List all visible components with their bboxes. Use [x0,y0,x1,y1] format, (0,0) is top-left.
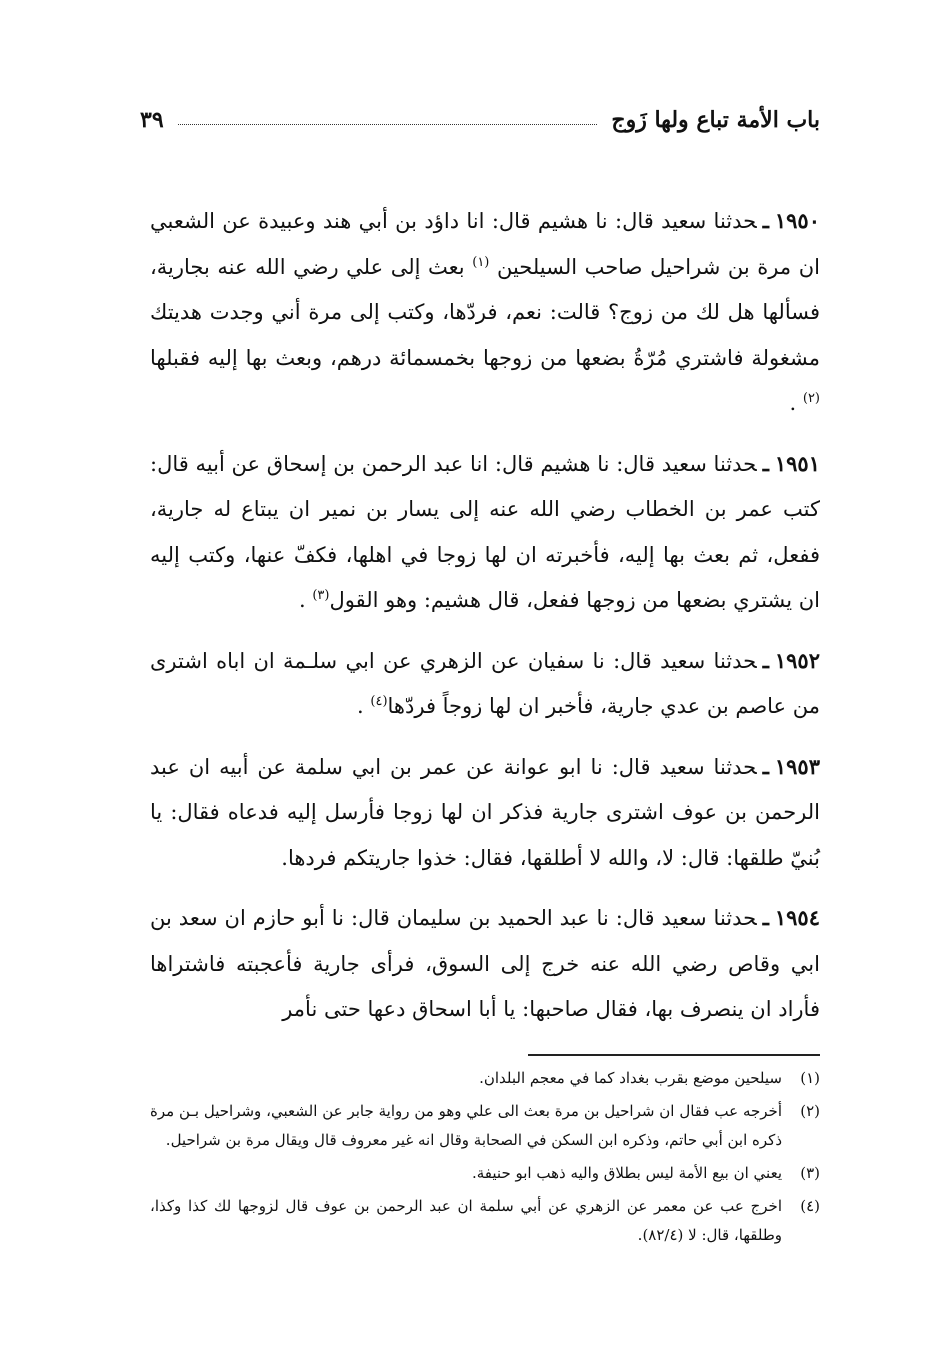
chapter-title: باب الأمة تباع ولها زَوج [611,107,820,133]
page-number: ٣٩ [140,107,164,133]
hadith-dash: ـ [762,208,769,233]
hadith-paragraph [150,198,820,427]
hadith-number: ١٩٥٣ [774,753,820,779]
footnote-text: سيلحين موضع بقرب بغداد كما في معجم البلدان. [479,1069,782,1087]
footnote [150,1064,820,1093]
hadith-number: ١٩٥٠ [774,208,820,233]
footnote-text: اخرج عب عن معمر عن الزهري عن أبي سلمة ان عبد الرحمن بن عوف قال لزوجها لك كذا وكذا، وطلقها، قال: لا (٨٢/٤). [150,1197,782,1244]
footnote [150,1192,820,1250]
header-dotted-rule [178,124,598,125]
hadith-number: ١٩٥٢ [774,647,820,673]
hadith-number: ١٩٥٤ [774,905,820,930]
footnote-ref: (١) [472,254,490,270]
footnote-text: أخرجه عب فقال ان شراحيل بن مرة بعث الى علي وهو من رواية جابر عن الشعبي، وشراحيل بـن مرة ذكره ابن أبي حاتم، وذكره ابن السكن في الصحابة وقال انه غير معروف قال ويقال مرة بن شراحيل. [150,1102,782,1149]
footnote-number: (١) [800,1069,820,1087]
hadith-text-cont: بعث إلى علي رضي الله عنه بجارية، فسألها هل لك من زوج؟ قالت: نعم، فردّها، وكتب إلى مرة أني وجدت هديتك مشغولة فاشتري مُرّةُ بضعها من زوجها بخمسمائة درهم، وبعث بها إليه فقبلها [150,254,820,370]
footnote-number: (٢) [800,1102,820,1120]
footnote-number: (٣) [800,1164,820,1182]
running-header [140,100,820,140]
footnote-ref: (٤) [370,694,388,709]
main-text [150,198,820,1047]
footnote [150,1159,820,1188]
hadith-text: حدثنا سعيد قال: نا هشيم قال: انا عبد الرحمن بن إسحاق عن أبيه قال: كتب عمر بن الخطاب رضي الله عنه إلى يسار بن نمير ان يبتاع له جارية، ففعل، ثم بعث بها إليه، فأخبرته ان لها زوجا في اهلها، فكفّ عنها، وكتب إليه ان يشتري بضعها من زوجها ففعل، قال هشيم: وهو القول [150,451,820,612]
footnote-ref: (٣) [312,588,330,603]
hadith-dash: ـ [762,905,769,930]
hadith-tail: . [298,588,306,612]
hadith-dash: ـ [762,753,769,779]
hadith-text: حدثنا سعيد قال: نا عبد الحميد بن سليمان قال: نا أبو حازم ان سعد بن ابي وقاص رضي الله عنه خرج إلى السوق، فرأى جارية فأعجبته فاشتراها فأراد ان ينصرف بها، فقال صاحبها: يا أبا اسحاق دعها حتى نأمر [150,906,820,1021]
hadith-paragraph [150,441,820,624]
footnote-text: يعني ان بيع الأمة ليس بطلاق واليه ذهب ابو حنيفة. [472,1164,782,1182]
hadith-text: حدثنا سعيد قال: نا ابو عوانة عن عمر بن ابي سلمة عن أبيه ان عبد الرحمن بن عوف اشترى جارية فذكر ان لها زوجا فأرسل إليه فدعاه فقال: يا بُنيّ طلقها: قال: لا، والله لا أطلقها، فقال: خذوا جاريتكم فردها. [150,754,820,870]
hadith-dash: ـ [762,450,769,476]
footnote-separator [528,1054,820,1056]
hadith-text: حدثنا سعيد قال: نا سفيان عن الزهري عن ابي سلـمة ان اباه اشترى من عاصم بن عدي جارية، فأخبر ان لها زوجاً فردّها [150,648,820,718]
hadith-paragraph [150,895,820,1033]
hadith-paragraph [150,638,820,730]
footnotes [150,1064,820,1254]
hadith-number: ١٩٥١ [774,450,820,476]
hadith-paragraph [150,744,820,882]
footnote-number: (٤) [800,1197,820,1215]
footnote [150,1097,820,1155]
footnote-ref: (٢) [802,391,820,406]
hadith-tail: . [357,694,364,718]
hadith-text: حدثنا سعيد قال: نا هشيم قال: انا داؤد بن أبي هند وعبيدة عن الشعبي ان مرة بن شراحيل صاحب السيلحين [150,209,820,279]
hadith-dash: ـ [762,647,769,673]
hadith-tail: . [789,391,797,415]
